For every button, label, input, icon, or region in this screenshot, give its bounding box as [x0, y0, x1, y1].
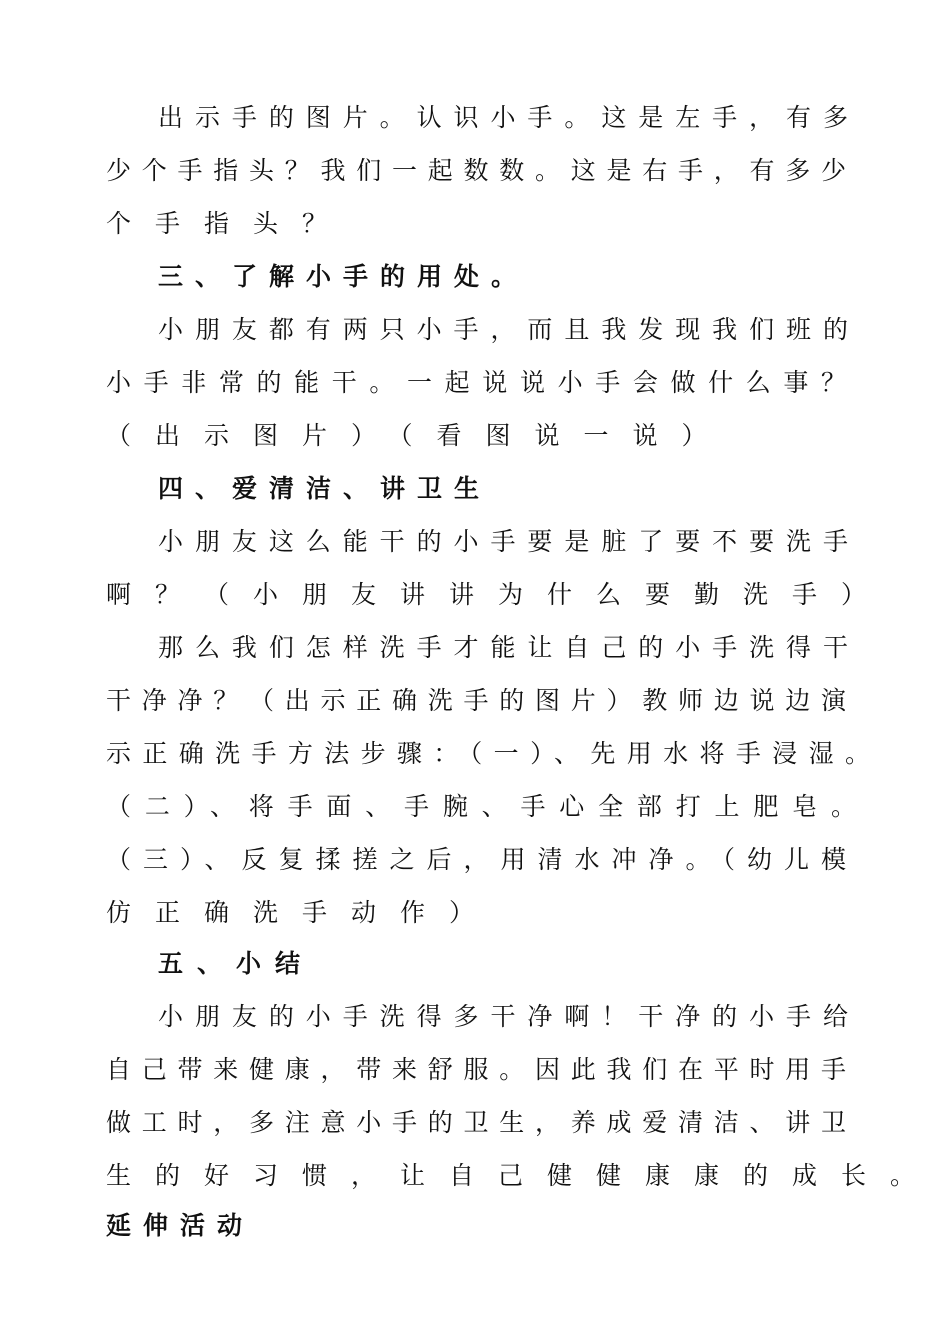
- paragraph-line: 个手指头？: [106, 209, 352, 238]
- paragraph-line: 小朋友的小手洗得多干净啊！干净的小手给: [158, 1002, 848, 1031]
- paragraph-line: 啊？（小朋友讲讲为什么要勤洗手）: [106, 580, 891, 609]
- paragraph-line: 小朋友都有两只小手，而且我发现我们班的: [158, 315, 848, 344]
- paragraph-line: 仿正确洗手动作）: [106, 898, 499, 927]
- paragraph-line: 小朋友这么能干的小手要是脏了要不要洗手: [158, 527, 848, 556]
- paragraph-line: （二）、将手面、手腕、手心全部打上肥皂。: [106, 792, 856, 821]
- paragraph-line: 小手非常的能干。一起说说小手会做什么事？: [106, 368, 846, 397]
- paragraph-line: 生的好习惯，让自己健健康康的成长。: [106, 1161, 940, 1190]
- paragraph-line: （三）、反复揉搓之后，用清水冲净。（幼儿模: [106, 845, 846, 874]
- paragraph-line: 少个手指头？我们一起数数。这是右手，有多少: [106, 156, 846, 185]
- paragraph-line: 出示手的图片。认识小手。这是左手，有多: [158, 103, 848, 132]
- section-heading-3: 三、了解小手的用处。: [158, 262, 529, 291]
- section-heading-5: 五、小结: [158, 949, 315, 978]
- paragraph-line: 做工时，多注意小手的卫生，养成爱清洁、讲卫: [106, 1108, 846, 1137]
- paragraph-line: 那么我们怎样洗手才能让自己的小手洗得干: [158, 633, 848, 662]
- paragraph-line: 自己带来健康，带来舒服。因此我们在平时用手: [106, 1055, 846, 1084]
- section-heading-extension: 延伸活动: [106, 1211, 255, 1240]
- paragraph-line: （出示图片）（看图说一说）: [106, 421, 731, 450]
- paragraph-line: 干净净？（出示正确洗手的图片）教师边说边演: [106, 686, 846, 715]
- paragraph-line: 示正确洗手方法步骤：（一）、先用水将手浸湿。: [106, 739, 870, 768]
- section-heading-4: 四、爱清洁、讲卫生: [158, 474, 492, 503]
